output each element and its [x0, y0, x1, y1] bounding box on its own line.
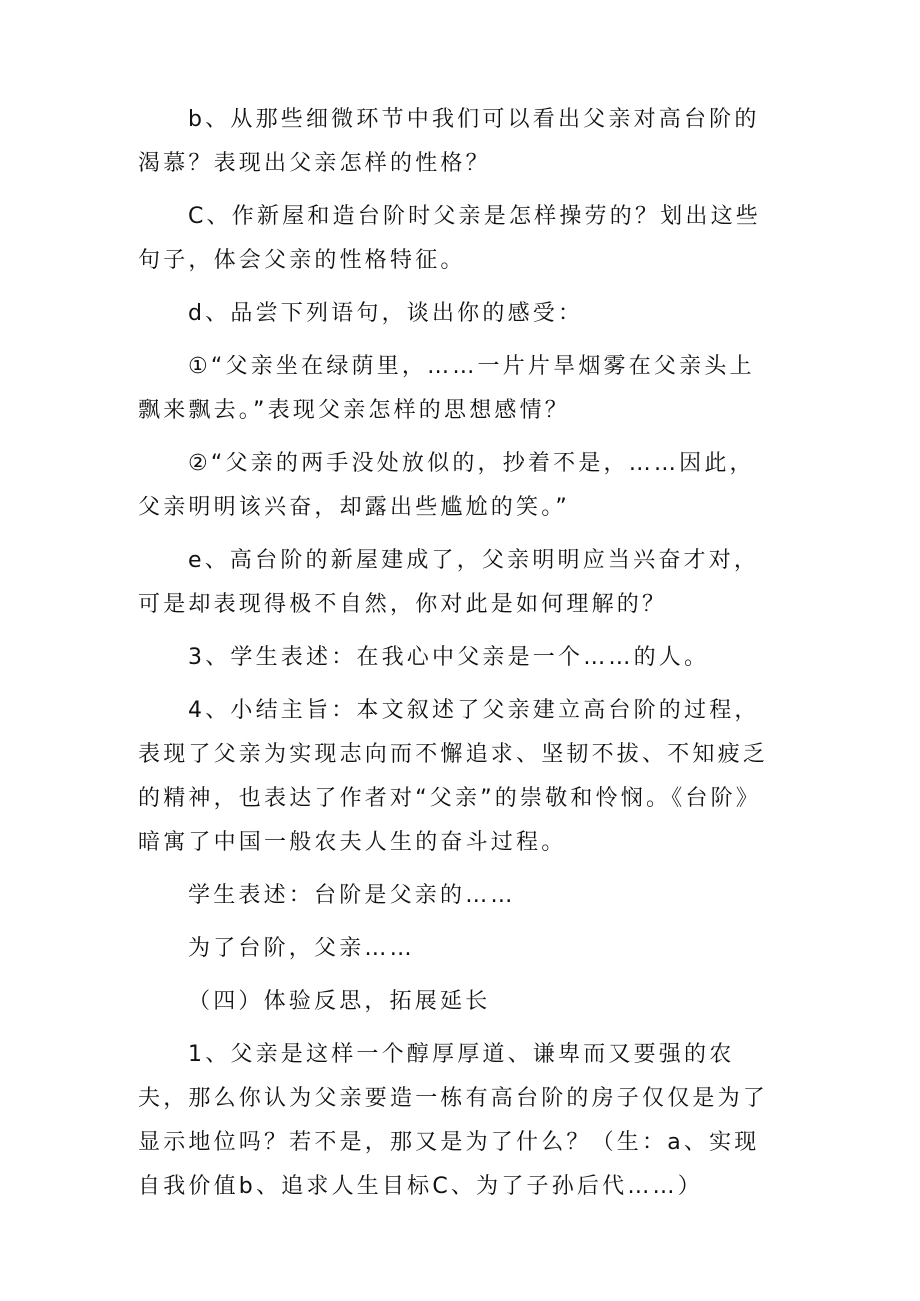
paragraph-e: e、高台阶的新屋建成了，父亲明明应当兴奋才对，可是却表现得极不自然，你对此是如何理解的？ [138, 548, 760, 617]
document-body [138, 98, 778, 1218]
paragraph-d: d、品尝下列语句，谈出你的感受： [188, 301, 584, 326]
paragraph-4: 4、小结主旨：本文叙述了父亲建立高台阶的过程，表现了父亲为实现志向而不懈追求、坚韧不拔、不知疲乏的精神，也表达了作者对“父亲”的崇敬和怜悯。《台阶》暗寓了中国一般农夫人生的奋斗过程。 [138, 698, 769, 855]
section-heading-four: （四）体验反思，拓展延长 [188, 989, 491, 1014]
paragraph-quote-2: ②“父亲的两手没处放似的，抄着不是，……因此，父亲明明该兴奋，却露出些尴尬的笑。” [138, 451, 755, 520]
paragraph-1: 1、父亲是这样一个醇厚厚道、谦卑而又要强的农夫，那么你认为父亲要造一栋有高台阶的房子仅仅是为了显示地位吗？若不是，那又是为了什么？（生：a、实现自我价值b、追求人生目标C、为了子孙后代……） [138, 1042, 769, 1199]
paragraph-b: b、从那些细微环节中我们可以看出父亲对高台阶的渴慕？表现出父亲怎样的性格？ [138, 107, 760, 176]
paragraph-quote-1: ①“父亲坐在绿荫里，……一片片旱烟雾在父亲头上飘来飘去。”表现父亲怎样的思想感情？ [138, 354, 755, 423]
paragraph-3: 3、学生表述：在我心中父亲是一个……的人。 [188, 645, 710, 670]
paragraph-c: C、作新屋和造台阶时父亲是怎样操劳的？划出这些句子，体会父亲的性格特征。 [138, 204, 761, 273]
paragraph-student-statement: 学生表述：台阶是父亲的…… [188, 883, 516, 908]
paragraph-for-steps: 为了台阶，父亲…… [188, 936, 415, 961]
